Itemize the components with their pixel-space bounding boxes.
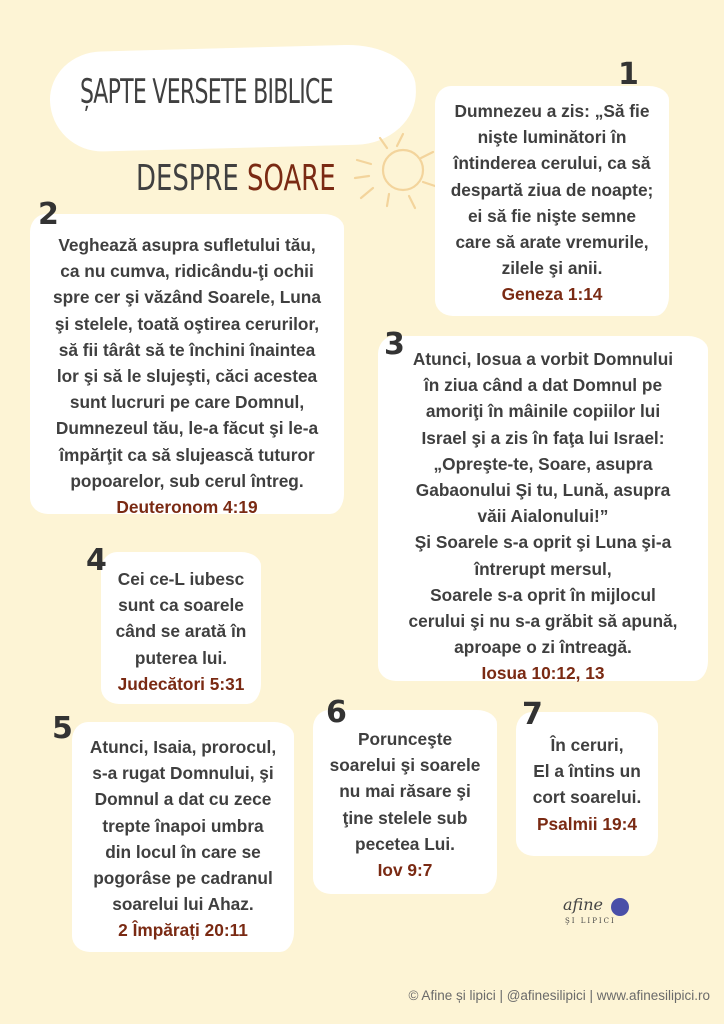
verse-line: puterea lui. — [134, 647, 228, 668]
verse-text-4 — [101, 566, 261, 697]
brand-logo — [563, 895, 635, 935]
verse-line: şi stelele, toată oştirea cerurilor, — [54, 313, 320, 334]
verse-number-1: 1 — [618, 57, 639, 92]
verse-line: ţine stelele sub — [342, 807, 468, 828]
verse-line: în ziua când a dat Domnul pe — [423, 375, 663, 396]
verse-line: spre cer şi văzând Soarele, Luna — [53, 287, 321, 308]
blueberry-icon — [611, 898, 629, 916]
verse-line: întinderea cerului, ca să — [453, 153, 651, 174]
verse-line: sunt ca soarele — [118, 595, 244, 616]
verse-text-5 — [72, 734, 294, 944]
verse-reference-7: Psalmii 19:4 — [537, 813, 637, 834]
page-subtitle — [136, 158, 336, 199]
verse-text-7 — [516, 732, 658, 837]
verse-reference-2: Deuteronom 4:19 — [116, 497, 258, 518]
verse-line: Atunci, Iosua a vorbit Domnului — [412, 349, 674, 369]
verse-line: zilele şi anii. — [501, 258, 603, 279]
verse-line: El a întins un — [533, 761, 641, 782]
verse-line: Gabaonului Şi tu, Lună, asupra — [415, 480, 671, 501]
verse-line: Dumnezeul tău, le-a făcut şi le-a — [55, 418, 319, 439]
verse-line: întrerupt mersul, — [474, 558, 612, 579]
verse-line: Domnul a dat cu zece — [94, 789, 272, 810]
verse-line: pogorâse pe cadranul — [93, 868, 273, 889]
verse-line: Veghează asupra sufletului tău, — [58, 235, 316, 255]
verse-text-1 — [435, 98, 669, 308]
verse-line: nişte luminători în — [477, 127, 627, 148]
verse-line: Soarele s-a oprit în mijlocul — [430, 584, 656, 605]
verse-line: despartă ziua de noapte; — [450, 179, 654, 200]
logo-subtitle: ŞI LIPICI — [565, 917, 616, 925]
verse-line: soarelui lui Ahaz. — [112, 894, 254, 915]
verse-line: Atunci, Isaia, prorocul, — [89, 737, 277, 757]
verse-line: s-a rugat Domnului, şi — [92, 763, 274, 784]
verse-line: soarelui şi soarele — [329, 755, 481, 776]
verse-line: aproape o zi întreagă. — [454, 637, 632, 658]
verse-number-5: 5 — [52, 711, 73, 746]
verse-number-3: 3 — [384, 327, 405, 362]
verse-line: Şi Soarele s-a oprit şi Luna şi-a — [414, 532, 672, 553]
verse-line: ca nu cumva, ridicându-ţi ochii — [60, 261, 314, 282]
verse-reference-3: Iosua 10:12, 13 — [481, 663, 605, 684]
verse-line: Dumnezeu a zis: „Să fie — [454, 101, 650, 121]
subtitle-prefix: DESPRE — [136, 158, 248, 199]
verse-line: să fii târât să te închini înaintea — [58, 339, 316, 360]
verse-line: În ceruri, — [550, 735, 624, 755]
verse-reference-6: Iov 9:7 — [377, 860, 433, 881]
verse-line: amoriţi în mâinile copiilor lui — [425, 401, 661, 422]
verse-line: Cei ce-L iubesc — [117, 569, 245, 589]
verse-text-6 — [313, 726, 497, 883]
verse-line: „Opreşte-te, Soare, asupra — [433, 453, 653, 474]
verse-line: pecetea Lui. — [355, 833, 455, 854]
verse-text-3 — [378, 346, 708, 687]
verse-number-6: 6 — [326, 695, 347, 730]
sun-icon — [345, 120, 445, 210]
verse-line: Israel şi a zis în faţa lui Israel: — [421, 427, 665, 448]
verse-line: trepte înapoi umbra — [102, 815, 264, 836]
verse-line: văii Aialonului!” — [477, 506, 609, 527]
logo-word: afine — [563, 895, 603, 914]
verse-line: Porunceşte — [357, 729, 453, 749]
verse-line: nu mai răsare şi — [339, 781, 471, 802]
verse-line: popoarelor, sub cerul întreg. — [70, 470, 304, 491]
verse-line: din locul în care se — [105, 841, 261, 862]
verse-line: împărţit ca să slujească tuturor — [59, 444, 315, 465]
verse-line: care să arate vremurile, — [455, 232, 649, 253]
verse-text-2 — [30, 232, 344, 520]
verse-line: sunt lucruri pe care Domnul, — [69, 392, 305, 413]
verse-line: ei să fie nişte semne — [467, 205, 637, 226]
verse-number-2: 2 — [38, 197, 59, 232]
subtitle-accent: SOARE — [247, 158, 336, 199]
verse-reference-1: Geneza 1:14 — [501, 284, 603, 305]
verse-line: când se arată în — [115, 621, 247, 642]
page-title: ȘAPTE VERSETE BIBLICE — [80, 72, 333, 112]
verse-line: cerului şi nu s-a grăbit să apună, — [408, 611, 678, 632]
verse-line: cort soarelui. — [532, 787, 642, 808]
footer-credits: © Afine și lipici | @afinesilipici | www.afinesilipici.ro — [408, 988, 710, 1003]
verse-reference-4: Judecători 5:31 — [117, 673, 245, 694]
verse-reference-5: 2 Împărați 20:11 — [118, 920, 248, 941]
verse-line: lor şi să le slujeşti, căci acestea — [56, 366, 318, 387]
verse-number-4: 4 — [86, 543, 107, 578]
verse-number-7: 7 — [522, 697, 543, 732]
